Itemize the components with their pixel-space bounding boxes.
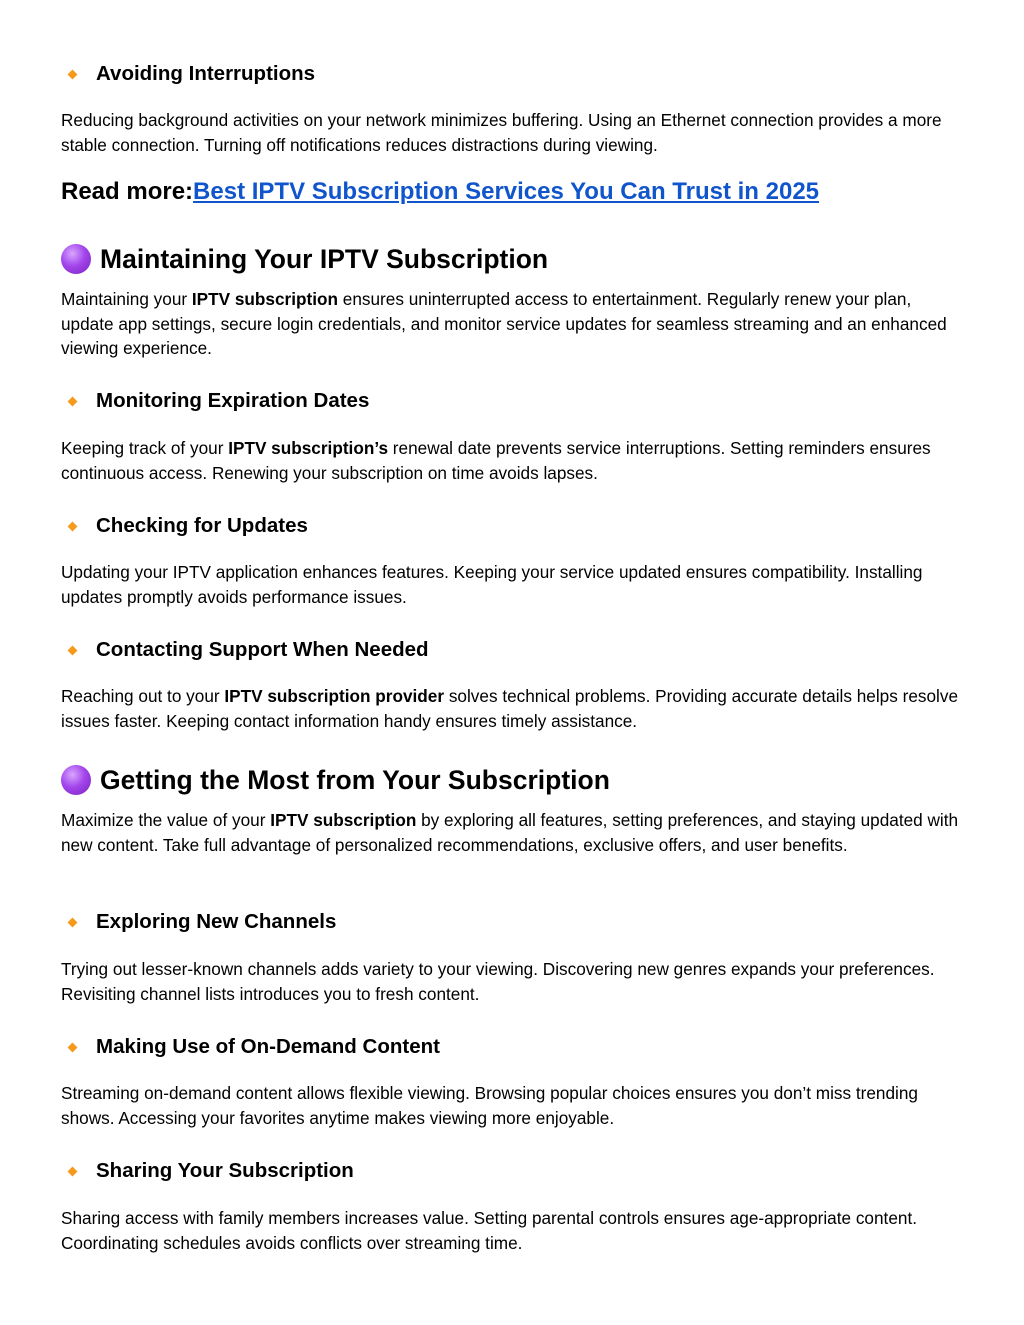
bold-term: IPTV subscription — [191, 289, 339, 309]
section-heading-maintaining — [61, 242, 961, 276]
bold-term: IPTV subscription — [270, 810, 417, 830]
subheading-text: Checking for Updates — [96, 514, 308, 537]
paragraph-getting-most-intro — [61, 808, 961, 857]
section-heading-text: Getting the Most from Your Subscription — [100, 765, 610, 795]
bold-term: IPTV subscription provider — [224, 686, 445, 706]
text-run: solves technical problems. Providing accurate details helps resolve issues faster. Keeping contact information handy ensures timely assistance. — [61, 686, 959, 731]
subheading-on-demand — [61, 1034, 961, 1060]
text-run: renewal date prevents service interruptions. Setting reminders ensures continuous access. Renewing your subscription on time avoids lapses. — [61, 438, 931, 483]
diamond-bullet-icon — [68, 917, 78, 927]
subheading-text: Monitoring Expiration Dates — [96, 389, 370, 412]
subheading-sharing-subscription — [61, 1158, 961, 1184]
diamond-bullet-icon — [68, 1166, 78, 1176]
subheading-avoiding-interruptions — [61, 61, 961, 87]
diamond-bullet-icon — [68, 69, 78, 79]
text-run: ensures uninterrupted access to entertainment. Regularly renew your plan, update app settings, secure login credentials, and monitor service updates for seamless streaming and an enhanced viewing experience. — [61, 289, 947, 358]
subheading-checking-updates — [61, 513, 961, 539]
paragraph-contacting-support — [61, 684, 961, 733]
read-more-line — [61, 177, 961, 207]
subheading-text: Contacting Support When Needed — [96, 638, 429, 661]
purple-circle-icon — [61, 765, 91, 795]
paragraph-on-demand: Streaming on-demand content allows flexible viewing. Browsing popular choices ensures you don’t miss trending shows. Accessing your favorites anytime makes viewing more enjoyable. — [61, 1083, 918, 1128]
purple-circle-icon — [61, 244, 91, 274]
diamond-bullet-icon — [68, 645, 78, 655]
read-more-link[interactable]: Best IPTV Subscription Services You Can Trust in 2025 — [193, 178, 820, 205]
subheading-text: Sharing Your Subscription — [96, 1159, 354, 1182]
paragraph-exploring-channels: Trying out lesser-known channels adds variety to your viewing. Discovering new genres expands your preferences. Revisiting channel lists introduces you to fresh content. — [61, 959, 935, 1004]
text-run: Keeping track of your — [61, 438, 229, 458]
read-more-label: Read more: — [61, 178, 194, 205]
paragraph-maintaining-intro — [61, 287, 961, 361]
subheading-text: Avoiding Interruptions — [96, 62, 316, 85]
text-run: Reaching out to your — [61, 686, 225, 706]
paragraph-sharing-subscription: Sharing access with family members increases value. Setting parental controls ensures age-appropriate content. Coordinating schedules avoids conflicts over streaming time. — [61, 1208, 917, 1253]
text-run: Maintaining your — [61, 289, 192, 309]
subheading-monitoring-expiration — [61, 388, 961, 414]
text-run: by exploring all features, setting preferences, and staying updated with new content. Take full advantage of personalized recommendations, exclusive offers, and user benefits. — [61, 810, 959, 855]
section-heading-getting-most — [61, 763, 961, 797]
paragraph-avoiding-interruptions: Reducing background activities on your network minimizes buffering. Using an Ethernet connection provides a more stable connection. Turning off notifications reduces distractions during viewing. — [61, 110, 942, 155]
diamond-bullet-icon — [68, 1042, 78, 1052]
paragraph-checking-updates: Updating your IPTV application enhances features. Keeping your service updated ensures compatibility. Installing updates promptly avoids performance issues. — [61, 562, 923, 607]
diamond-bullet-icon — [68, 521, 78, 531]
bold-term: IPTV subscription’s — [228, 438, 389, 458]
subheading-exploring-channels — [61, 909, 961, 935]
subheading-text: Exploring New Channels — [96, 910, 337, 933]
section-heading-text: Maintaining Your IPTV Subscription — [100, 244, 549, 274]
paragraph-monitoring-expiration — [61, 436, 961, 485]
text-run: Maximize the value of your — [61, 810, 271, 830]
subheading-contacting-support — [61, 637, 961, 663]
diamond-bullet-icon — [68, 396, 78, 406]
subheading-text: Making Use of On-Demand Content — [96, 1035, 440, 1058]
